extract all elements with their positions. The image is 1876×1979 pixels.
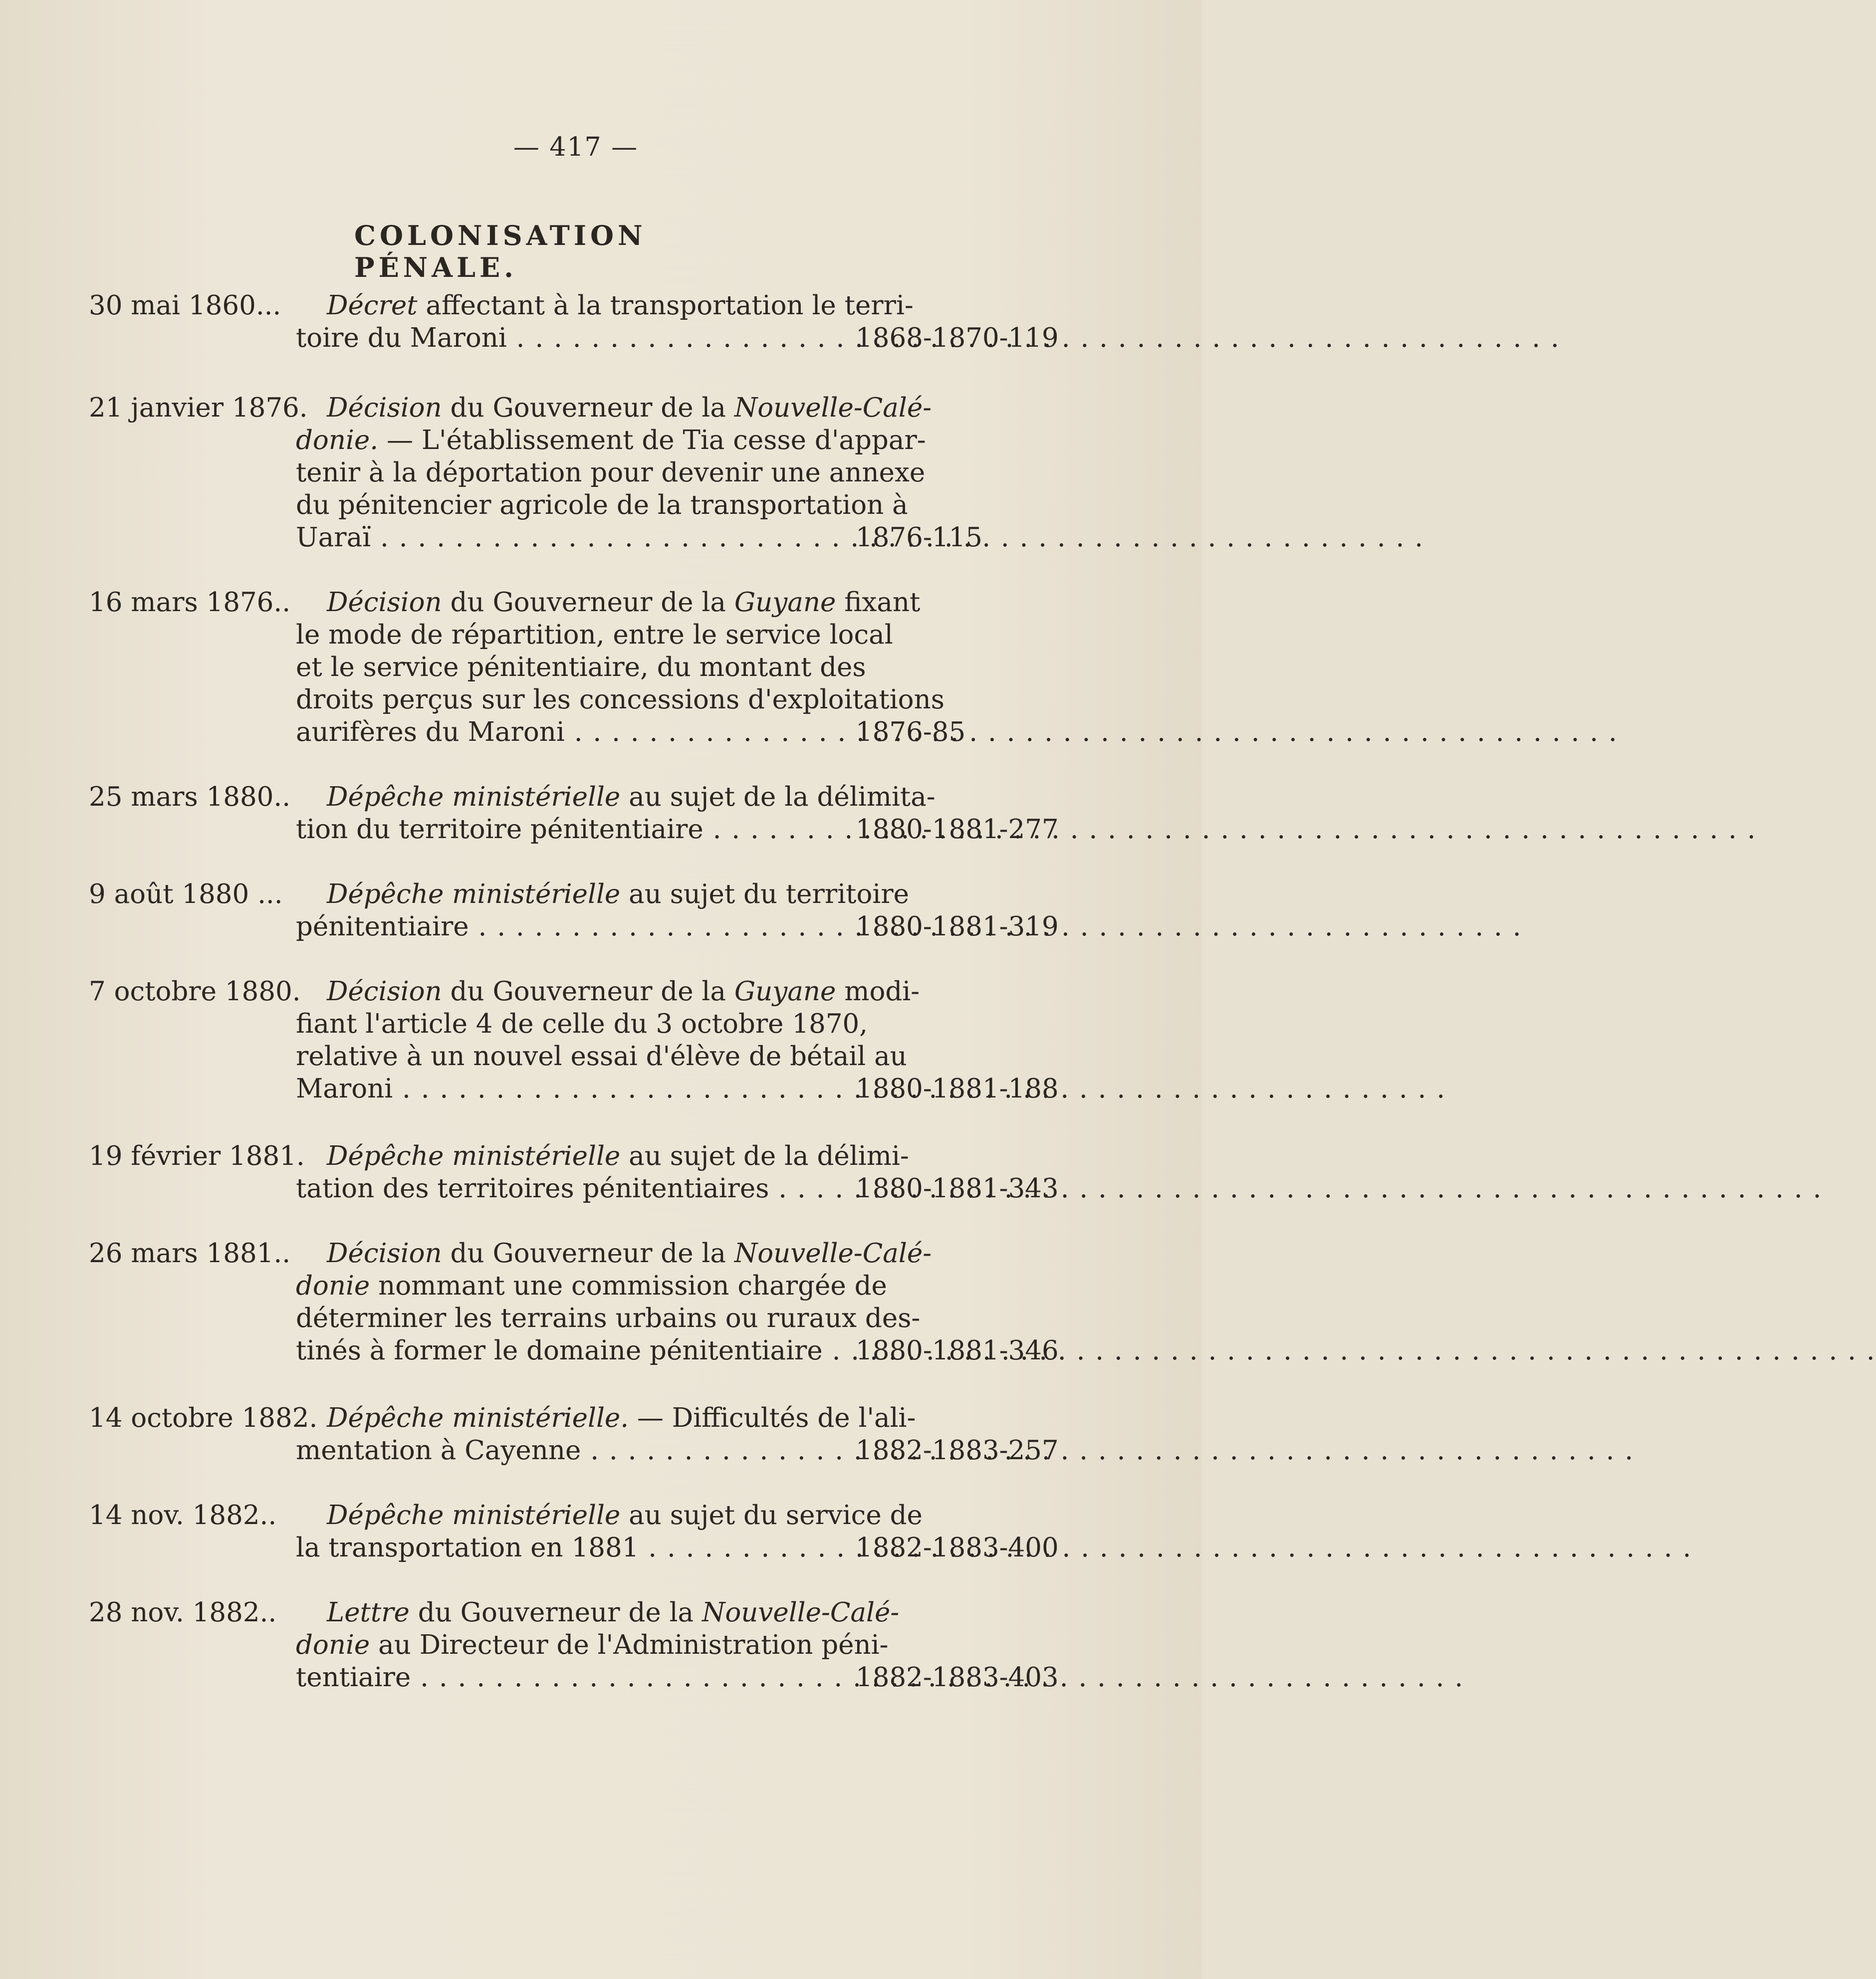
description-line [296, 586, 921, 619]
entry-date: 14 nov. 1882.. [89, 1500, 277, 1531]
description-line [296, 878, 910, 910]
entry-date: 28 nov. 1882.. [89, 1597, 277, 1628]
italic-term: Dépêche ministérielle. [327, 1403, 629, 1433]
line-text: au Directeur de l'Administration péni- [370, 1630, 889, 1660]
italic-term: Décision [327, 976, 442, 1007]
entry-reference: 1876-115 [856, 522, 982, 553]
description-line [296, 683, 944, 716]
description-line [296, 619, 893, 651]
line-text: au sujet de la délimi- [620, 1141, 909, 1171]
entry-description [296, 975, 920, 1105]
description-line [296, 1237, 932, 1270]
line-text: au sujet du service de [620, 1500, 923, 1531]
entry-reference: 1882-1883-257 [856, 1435, 1059, 1466]
entry-reference: 1880-1881-277 [856, 814, 1059, 845]
description-line [296, 1629, 889, 1661]
description-line [296, 1270, 887, 1302]
italic-term: Dépêche ministérielle [327, 782, 621, 812]
line-text: au sujet de la délimita- [620, 782, 936, 812]
page-number [0, 132, 1201, 162]
description-line [296, 716, 850, 748]
entry-reference: 1880-1881-319 [856, 911, 1059, 942]
entry-date: 14 octobre 1882. [89, 1403, 318, 1433]
entry-reference: 1880-1881-343 [856, 1173, 1059, 1204]
entry-reference: 1882-1883-403 [856, 1662, 1059, 1693]
line-text: au sujet du territoire [620, 879, 910, 909]
entry-description [296, 1140, 909, 1205]
description-line [296, 781, 936, 813]
entry-description [296, 878, 910, 943]
italic-term: Décision [327, 393, 442, 423]
italic-place: Nouvelle-Calé- [702, 1597, 900, 1628]
line-text: du Gouverneur de la [442, 393, 734, 423]
italic-term: Décret [327, 290, 418, 321]
entry-reference: 1882-1883-400 [856, 1533, 1059, 1563]
description-line [296, 1532, 850, 1564]
description-line [296, 1172, 850, 1205]
entry-date: 21 janvier 1876. [89, 393, 308, 423]
line-text: — Difficultés de l'ali- [629, 1403, 916, 1433]
italic-place: Guyane [734, 587, 836, 618]
line-text: et le service pénitentiaire, du montant des [296, 652, 866, 682]
description-line [296, 1596, 900, 1629]
line-text: tenir à la déportation pour devenir une annexe [296, 457, 926, 488]
line-text: du pénitencier agricole de la transportation à [296, 490, 908, 520]
entry-reference: 1880-1881-188 [856, 1074, 1059, 1104]
entry-date: 25 mars 1880.. [89, 782, 291, 812]
description-line [296, 1008, 868, 1040]
line-text: fiant l'article 4 de celle du 3 octobre 1870, [296, 1009, 868, 1039]
description-line [296, 651, 866, 683]
italic-term: Décision [327, 1238, 442, 1269]
line-text: du Gouverneur de la [409, 1597, 702, 1628]
entry-reference: 1868-1870-119 [856, 323, 1059, 353]
entry-reference: 1880-1881-346 [856, 1335, 1059, 1366]
entry-date: 7 octobre 1880. [89, 976, 301, 1007]
entry-date: 19 février 1881. [89, 1141, 305, 1171]
entry-date: 26 mars 1881.. [89, 1238, 291, 1269]
line-text: affectant à la transportation le terri- [417, 290, 914, 321]
line-text: nommant une commission chargée de [370, 1271, 887, 1301]
entry-description [296, 1499, 923, 1564]
line-text: la transportation en 1881 [296, 1533, 639, 1563]
description-line [296, 1140, 909, 1172]
line-text: du Gouverneur de la [442, 976, 734, 1007]
italic-place: Nouvelle-Calé- [734, 393, 932, 423]
entry-date: 16 mars 1876.. [89, 587, 291, 618]
line-text: Maroni [296, 1074, 393, 1104]
line-text: modi- [836, 976, 920, 1007]
description-line [296, 424, 926, 456]
italic-term: Dépêche ministérielle [327, 879, 621, 909]
line-text: Uaraï [296, 522, 371, 553]
page-number-text: — 417 — [513, 132, 639, 162]
description-line [296, 1402, 916, 1434]
description-line [296, 392, 932, 424]
description-line [296, 489, 908, 521]
italic-term: Lettre [327, 1597, 410, 1628]
line-text: aurifères du Maroni [296, 717, 565, 747]
entry-description [296, 781, 936, 846]
italic-place: Nouvelle-Calé- [734, 1238, 932, 1269]
line-text: — L'établissement de Tia cesse d'appar- [378, 425, 926, 455]
description-line [296, 813, 850, 846]
line-text: tentiaire [296, 1662, 411, 1693]
description-line [296, 1334, 850, 1367]
line-text: pénitentiaire [296, 911, 469, 942]
line-text: déterminer les terrains urbains ou ruraux des- [296, 1303, 921, 1333]
description-line [296, 521, 850, 554]
section-title: COLONISATION PÉNALE. [354, 220, 647, 283]
line-text: tion du territoire pénitentiaire [296, 814, 704, 845]
line-text: relative à un nouvel essai d'élève de bétail au [296, 1041, 907, 1072]
italic-term: Dépêche ministérielle [327, 1500, 621, 1531]
entry-description [296, 1237, 932, 1367]
line-text: tinés à former le domaine pénitentiaire [296, 1335, 823, 1366]
entry-reference: 1876-85 [856, 717, 966, 747]
line-text: du Gouverneur de la [442, 587, 734, 618]
description-line [296, 1661, 850, 1694]
description-line [296, 910, 850, 943]
entry-date: 30 mai 1860... [89, 290, 281, 321]
entry-description [296, 1402, 916, 1467]
italic-term: donie [296, 1271, 370, 1301]
entry-description [296, 1596, 900, 1694]
line-text: tation des territoires pénitentiaires [296, 1173, 769, 1204]
italic-term: donie [296, 1630, 370, 1660]
description-line [296, 1499, 923, 1532]
line-text: toire du Maroni [296, 323, 507, 353]
description-line [296, 975, 920, 1008]
description-line [296, 1073, 850, 1105]
description-line [296, 289, 914, 322]
italic-term: Décision [327, 587, 442, 618]
line-text: droits perçus sur les concessions d'exploitations [296, 684, 944, 715]
line-text: mentation à Cayenne [296, 1435, 581, 1466]
description-line [296, 1434, 850, 1467]
description-line [296, 1040, 907, 1073]
line-text: du Gouverneur de la [442, 1238, 734, 1269]
line-text: fixant [836, 587, 921, 618]
entry-date: 9 août 1880 ... [89, 879, 283, 909]
entry-description [296, 289, 914, 354]
description-line [296, 456, 926, 489]
italic-term: donie. [296, 425, 379, 455]
italic-term: Dépêche ministérielle [327, 1141, 621, 1171]
description-line [296, 1302, 921, 1334]
description-line [296, 322, 850, 354]
line-text: le mode de répartition, entre le service local [296, 620, 893, 650]
italic-place: Guyane [734, 976, 836, 1007]
